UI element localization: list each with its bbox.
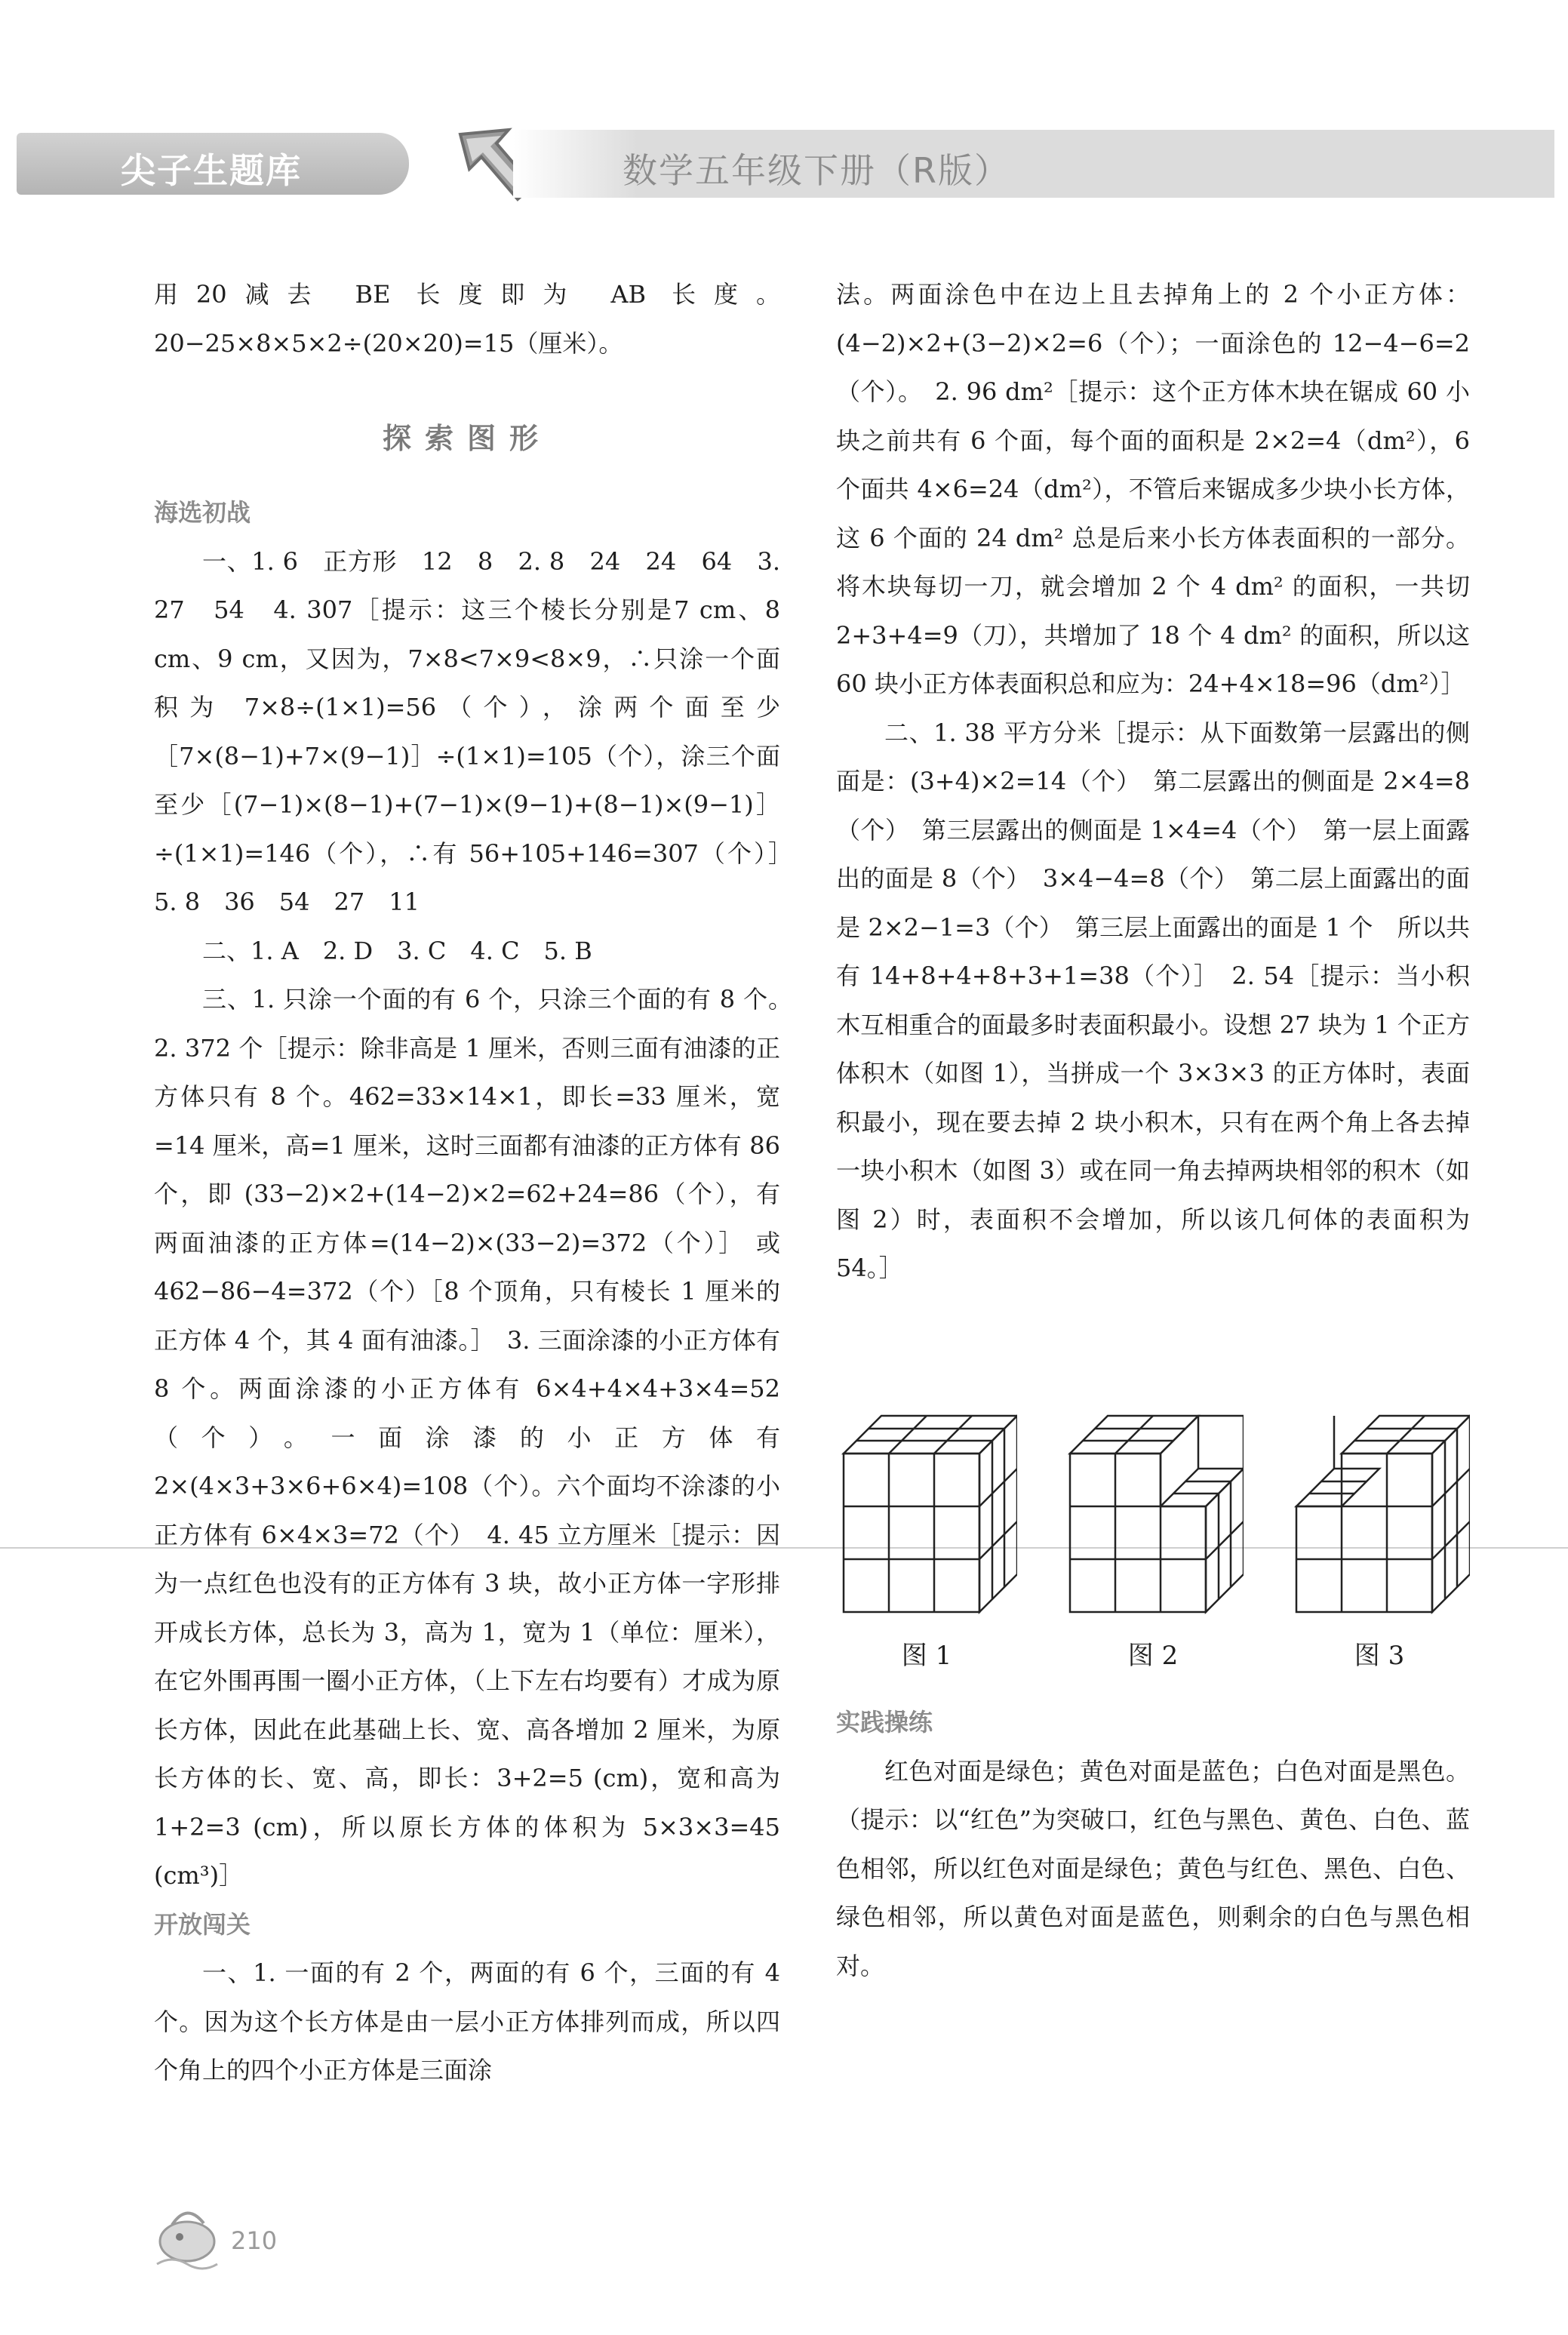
right-column bbox=[836, 270, 1470, 1293]
continued-text: 用20减去 BE 长度即为 AB 长度。20−25×8×5×2÷(20×20)=15（厘米）。 bbox=[154, 280, 780, 358]
figure-label-2: 图 2 bbox=[1127, 1641, 1179, 1671]
answer-paragraph-1: 一、1. 6 正方形 12 8 2. 8 24 24 64 3. 27 54 4. 307［提示：这三个棱长分别是7 cm、8 cm、9 cm，又因为，7×8<7×9<8×9，∴只涂一个面积为 7×8÷(1×1)=56（个），涂两个面至少［7×(8−1)+7×(9−1)］÷(1×1)=105（个），涂三个面至少［(7−1)×(8−1)+(7−1)×(9−1)+(8−1)×(9−1)］÷(1×1)=146（个），∴有 56+105+146=307（个）］ 5. 8 36 54 27 11 bbox=[154, 546, 805, 916]
answer-paragraph-4: 一、1. 一面的有 2 个，两面的有 6 个，三面的有 4 个。因为这个长方体是由一层小正方体排列而成，所以四个角上的四个小正方体是三面涂 bbox=[154, 1958, 780, 2084]
answer-paragraph-5: 二、1. 38 平方分米［提示：从下面数第一层露出的侧面是：(3+4)×2=14（个） 第二层露出的侧面是 2×4=8（个） 第三层露出的侧面是 1×4=4（个） 第一层上面露出的面是 8（个） 3×4−4=8（个） 第二层上面露出的面是 2×2−1=3（个） 第三层上面露出的面是 1 个 所以共有 14+8+4+8+3+1=38（个）］ 2. 54［提示：当小积木互相重合的面最多时表面积最小。设想 27 块为 1 个正方体积木（如图 1），当拼成一个 3×3×3 的正方体时，表面积最小，现在要去掉 2 块小积木，只有在两个角上各去掉一块小积木（如图 3）或在同一角去掉两块相邻的积木（如图 2）时，表面积不会增加，所以该几何体的表面积为 54。］ bbox=[836, 718, 1470, 1282]
continued-text-2: 法。两面涂色中在边上且去掉角上的 2 个小正方体：(4−2)×2+(3−2)×2=6（个）；一面涂色的 12−4−6=2（个）。 2. 96 dm²［提示：这个正方体木块在锯成 60 小块之前共有 6 个面，每个面的面积是 2×2=4（dm²），6 个面共 4×6=24（dm²），不管后来锯成多少块小长方体，这 6 个面的 24 dm² 总是后来小长方体表面积的一部分。将木块每切一刀，就会增加 2 个 4 dm² 的面积，一共切 2+3+4=9（刀），共增加了 18 个 4 dm² 的面积，所以这 60 块小正方体表面积总和应为：24+4×18=96（dm²）］ bbox=[836, 280, 1470, 698]
bird-mascot-icon bbox=[149, 2195, 225, 2270]
figure-label-1: 图 1 bbox=[901, 1641, 952, 1671]
left-column bbox=[154, 270, 805, 2095]
book-title: 数学五年级下册（R版） bbox=[623, 150, 1010, 191]
answer-paragraph-3: 三、1. 只涂一个面的有 6 个，只涂三个面的有 8 个。 2. 372 个［提示：除非高是 1 厘米，否则三面有油漆的正方体只有 8 个。462=33×14×1，即长=33 厘米，宽=14 厘米，高=1 厘米，这时三面都有油漆的正方体有 86 个，即 (33−2)×2+(14−2)×2=62+24=86（个），有两面油漆的正方体=(14−2)×(33−2)=372（个）］ 或 462−86−4=372（个）［8 个顶角，只有棱长 1 厘米的正方体 4 个，其 4 面有油漆。］ 3. 三面涂漆的小正方体有 8 个。两面涂漆的小正方体有 6×4+4×4+3×4=52（个）。一面涂漆的小正方体有 2×(4×3+3×6+6×4)=108（个）。六个面均不涂漆的小正方体有 6×4×3=72（个） 4. 45 立方厘米［提示：因为一点红色也没有的正方体有 3 块，故小正方体一字形排开成长方体，总长为 3，高为 1，宽为 1（单位：厘米），在它外围再围一圈小正方体，（上下左右均要有）才成为原长方体，因此在此基础上长、宽、高各增加 2 厘米，为原长方体的长、宽、高，即长：3+2=5 (cm)，宽和高为 1+2=3 (cm)，所以原长方体的体积为 5×3×3=45 (cm³)］ bbox=[154, 985, 805, 1890]
answer-paragraph-6: 红色对面是绿色；黄色对面是蓝色；白色对面是黑色。（提示：以“红色”为突破口，红色与黑色、黄色、白色、蓝色相邻，所以红色对面是绿色；黄色与红色、黑色、白色、绿色相邻，所以黄色对面是蓝色，则剩余的白色与黑色相对。 bbox=[836, 1756, 1470, 1980]
figure-label-3: 图 3 bbox=[1354, 1641, 1405, 1671]
page-number: 210 bbox=[231, 2226, 278, 2255]
answer-paragraph-2: 二、1. A 2. D 3. C 4. C 5. B bbox=[202, 936, 592, 965]
subsection-heading-haixuan: 海选初战 bbox=[154, 498, 251, 527]
cube-figure-2 bbox=[1062, 1401, 1244, 1620]
figure-group bbox=[836, 1401, 1470, 1680]
section-title: 探索图形 bbox=[382, 422, 552, 455]
subsection-heading-kaifang: 开放闯关 bbox=[154, 1909, 251, 1939]
subsection-heading-shijian: 实践操练 bbox=[836, 1708, 933, 1737]
right-column-lower bbox=[836, 1698, 1470, 1990]
cube-figure-1 bbox=[836, 1401, 1017, 1620]
series-title: 尖子生题库 bbox=[121, 150, 302, 191]
cube-figure-3 bbox=[1289, 1401, 1470, 1620]
